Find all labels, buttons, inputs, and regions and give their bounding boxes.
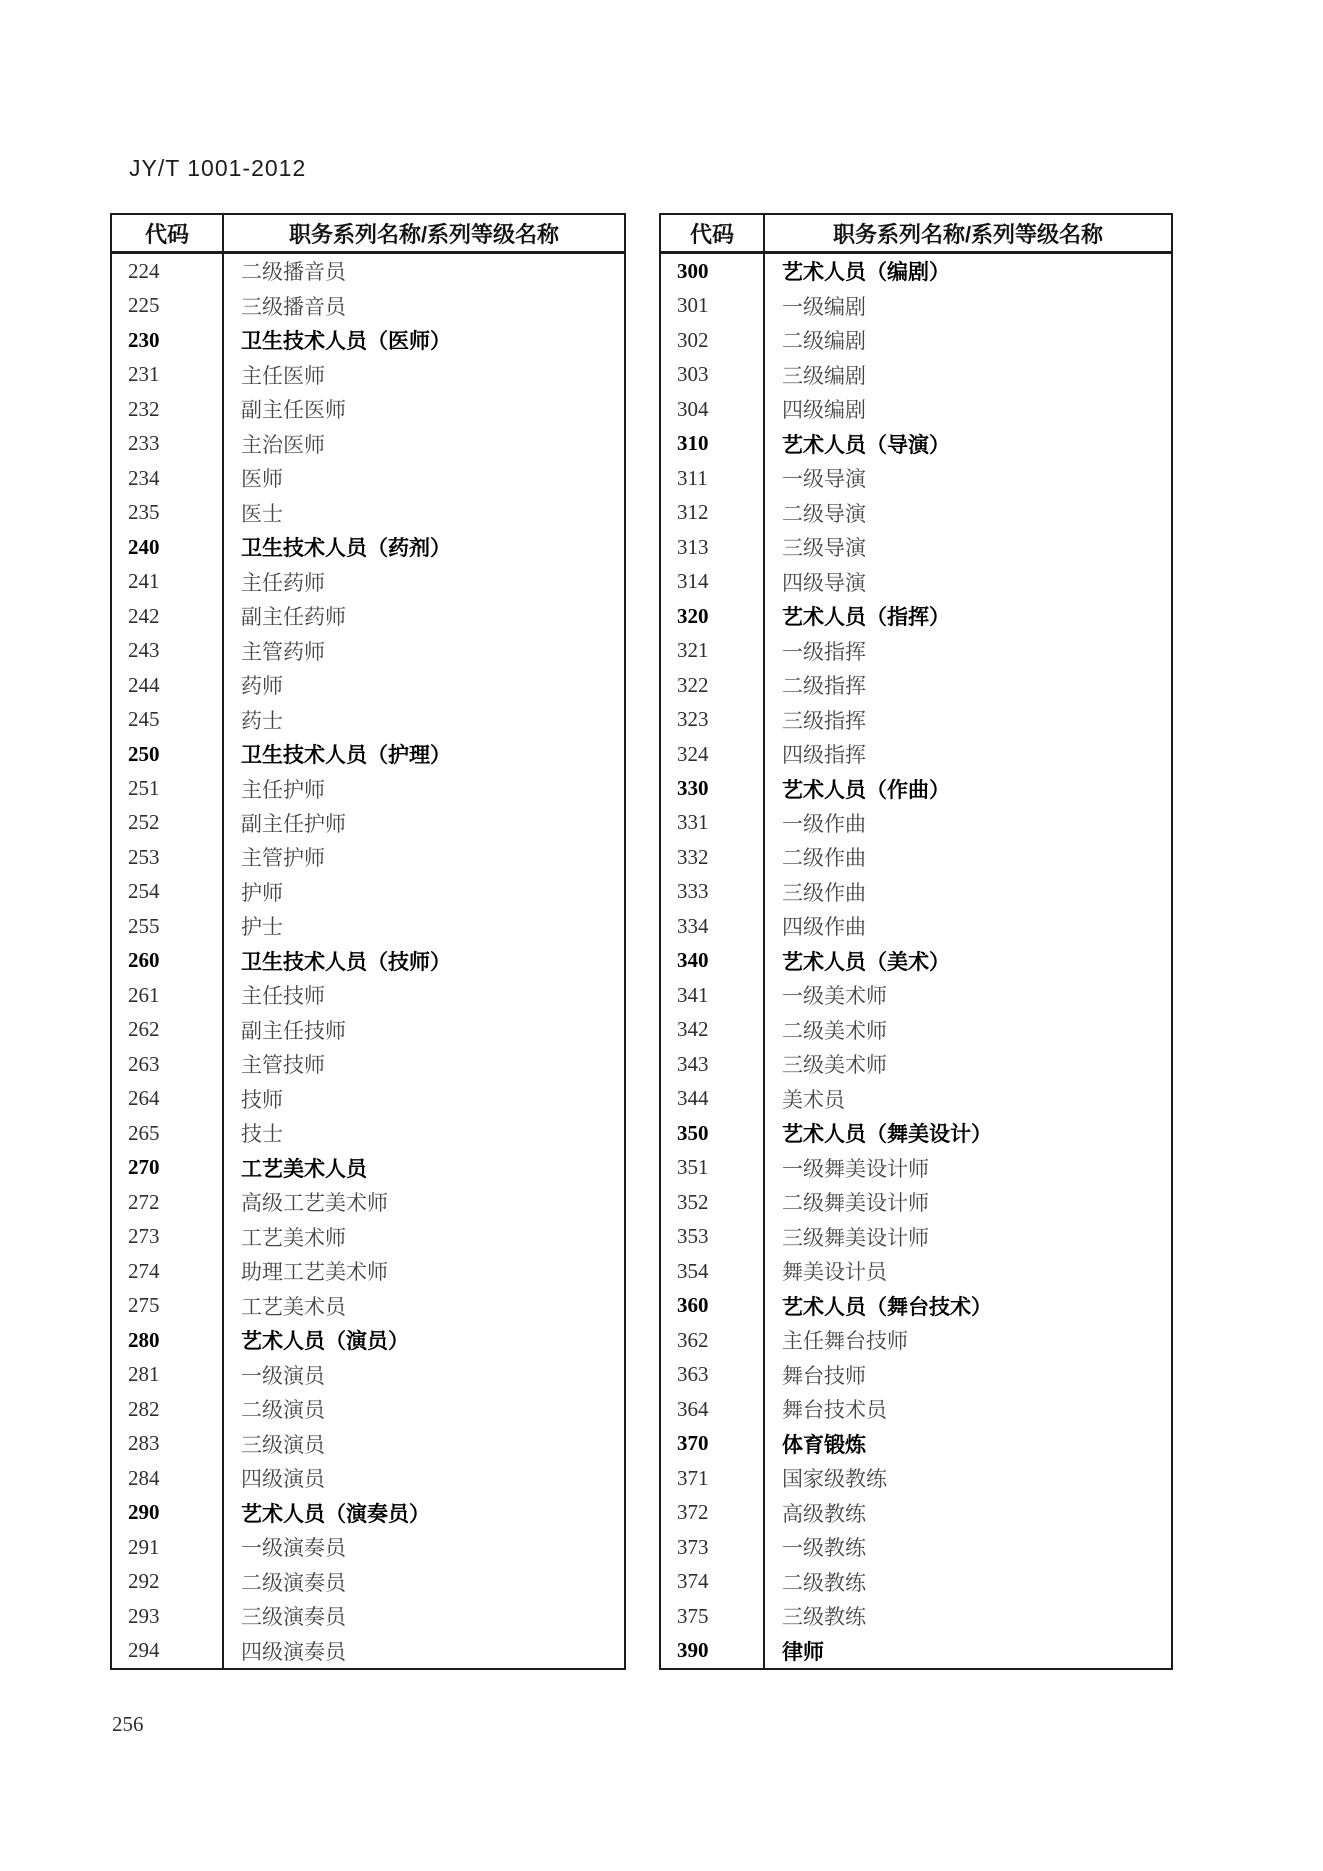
row-code: 390 <box>661 1633 765 1667</box>
row-code: 261 <box>112 978 224 1012</box>
row-code: 331 <box>661 806 765 840</box>
table-row <box>112 1633 624 1667</box>
row-name: 高级工艺美术师 <box>241 1191 388 1216</box>
table-row-category <box>661 944 1171 978</box>
row-name: 副主任医师 <box>241 398 346 423</box>
table-row <box>112 288 624 322</box>
table-body-right <box>661 254 1171 1668</box>
table-row <box>112 254 624 288</box>
row-name: 舞美设计员 <box>782 1260 887 1285</box>
row-code: 353 <box>661 1220 765 1254</box>
row-name: 三级编剧 <box>782 363 866 388</box>
row-name: 二级美术师 <box>782 1018 887 1043</box>
table-row <box>112 1461 624 1495</box>
table-row <box>112 771 624 805</box>
row-name: 护士 <box>241 915 283 940</box>
table-row <box>661 1151 1171 1185</box>
row-name: 三级指挥 <box>782 708 866 733</box>
table-row <box>112 1254 624 1288</box>
row-code: 321 <box>661 633 765 667</box>
row-name: 艺术人员（美术） <box>782 950 950 974</box>
table-row-category <box>112 323 624 357</box>
table-row <box>112 357 624 391</box>
row-name: 四级作曲 <box>782 915 866 940</box>
code-table-left <box>110 213 626 1670</box>
row-code: 360 <box>661 1289 765 1323</box>
table-row <box>112 392 624 426</box>
row-code: 272 <box>112 1185 224 1219</box>
table-row-category <box>112 1323 624 1357</box>
row-code: 311 <box>661 461 765 495</box>
row-name: 艺术人员（编剧） <box>782 261 950 285</box>
row-code: 342 <box>661 1013 765 1047</box>
row-name: 三级导演 <box>782 536 866 561</box>
row-code: 291 <box>112 1530 224 1564</box>
row-code: 240 <box>112 530 224 564</box>
row-name: 主任舞台技师 <box>782 1329 908 1354</box>
row-code: 302 <box>661 323 765 357</box>
row-name: 主任护师 <box>241 777 325 802</box>
row-name: 工艺美术员 <box>241 1294 346 1319</box>
row-code: 354 <box>661 1254 765 1288</box>
row-code: 310 <box>661 426 765 460</box>
row-code: 245 <box>112 702 224 736</box>
row-code: 312 <box>661 495 765 529</box>
row-name: 四级演奏员 <box>241 1639 346 1664</box>
row-name: 高级教练 <box>782 1501 866 1526</box>
row-code: 373 <box>661 1530 765 1564</box>
table-row-category <box>112 944 624 978</box>
row-code: 362 <box>661 1323 765 1357</box>
row-name: 三级美术师 <box>782 1053 887 1078</box>
row-name: 艺术人员（舞台技术） <box>782 1295 992 1319</box>
table-row <box>661 1358 1171 1392</box>
row-name: 一级作曲 <box>782 811 866 836</box>
row-name: 一级演员 <box>241 1363 325 1388</box>
row-code: 290 <box>112 1495 224 1529</box>
column-header-code: 代码 <box>112 215 224 251</box>
row-code: 301 <box>661 288 765 322</box>
table-row <box>661 392 1171 426</box>
table-row <box>661 806 1171 840</box>
row-code: 241 <box>112 564 224 598</box>
row-name: 二级导演 <box>782 501 866 526</box>
row-code: 273 <box>112 1220 224 1254</box>
table-row <box>661 357 1171 391</box>
row-code: 322 <box>661 668 765 702</box>
table-row <box>661 875 1171 909</box>
standard-code: JY/T 1001-2012 <box>129 155 307 181</box>
row-code: 323 <box>661 702 765 736</box>
row-name: 副主任药师 <box>241 605 346 630</box>
row-code: 283 <box>112 1426 224 1460</box>
table-row <box>661 978 1171 1012</box>
row-name: 舞台技术员 <box>782 1398 887 1423</box>
page-number: 256 <box>112 1712 144 1736</box>
row-code: 300 <box>661 254 765 288</box>
row-code: 264 <box>112 1082 224 1116</box>
table-row <box>112 461 624 495</box>
row-code: 224 <box>112 254 224 288</box>
table-row <box>661 737 1171 771</box>
row-name: 护师 <box>241 880 283 905</box>
row-name: 副主任护师 <box>241 811 346 836</box>
row-name: 四级编剧 <box>782 398 866 423</box>
row-name: 卫生技术人员（医师） <box>241 330 451 354</box>
row-name: 艺术人员（演奏员） <box>241 1502 430 1526</box>
table-row <box>661 1599 1171 1633</box>
table-row-category <box>661 1289 1171 1323</box>
row-code: 352 <box>661 1185 765 1219</box>
row-name: 主任技师 <box>241 984 325 1009</box>
row-code: 282 <box>112 1392 224 1426</box>
row-code: 364 <box>661 1392 765 1426</box>
row-code: 350 <box>661 1116 765 1150</box>
row-code: 230 <box>112 323 224 357</box>
table-row <box>112 1289 624 1323</box>
row-name: 艺术人员（导演） <box>782 433 950 457</box>
row-code: 330 <box>661 771 765 805</box>
row-code: 281 <box>112 1358 224 1392</box>
row-code: 234 <box>112 461 224 495</box>
row-code: 343 <box>661 1047 765 1081</box>
row-code: 251 <box>112 771 224 805</box>
table-row <box>661 633 1171 667</box>
table-row <box>661 909 1171 943</box>
table-row <box>661 1254 1171 1288</box>
row-code: 280 <box>112 1323 224 1357</box>
table-row <box>112 702 624 736</box>
row-code: 265 <box>112 1116 224 1150</box>
table-row <box>112 426 624 460</box>
table-row <box>112 1082 624 1116</box>
table-row <box>661 1495 1171 1529</box>
row-name: 主管药师 <box>241 639 325 664</box>
row-code: 351 <box>661 1151 765 1185</box>
row-code: 275 <box>112 1289 224 1323</box>
row-code: 332 <box>661 840 765 874</box>
row-name: 二级编剧 <box>782 329 866 354</box>
row-code: 340 <box>661 944 765 978</box>
row-name: 三级演员 <box>241 1432 325 1457</box>
table-row <box>112 668 624 702</box>
row-name: 二级教练 <box>782 1570 866 1595</box>
row-code: 244 <box>112 668 224 702</box>
table-row <box>112 1358 624 1392</box>
row-code: 363 <box>661 1358 765 1392</box>
table-row <box>661 461 1171 495</box>
row-name: 工艺美术师 <box>241 1225 346 1250</box>
row-code: 320 <box>661 599 765 633</box>
row-code: 262 <box>112 1013 224 1047</box>
row-name: 一级指挥 <box>782 639 866 664</box>
table-row <box>661 1461 1171 1495</box>
table-row <box>661 1185 1171 1219</box>
table-row <box>661 1392 1171 1426</box>
row-code: 284 <box>112 1461 224 1495</box>
row-name: 一级教练 <box>782 1536 866 1561</box>
row-code: 324 <box>661 737 765 771</box>
table-row <box>112 1426 624 1460</box>
row-name: 药士 <box>241 708 283 733</box>
row-name: 三级播音员 <box>241 294 346 319</box>
row-code: 292 <box>112 1564 224 1598</box>
table-row <box>661 702 1171 736</box>
table-row <box>112 599 624 633</box>
table-row-category <box>661 599 1171 633</box>
table-row <box>112 1047 624 1081</box>
row-name: 技师 <box>241 1087 283 1112</box>
row-name: 二级作曲 <box>782 846 866 871</box>
row-code: 293 <box>112 1599 224 1633</box>
row-code: 255 <box>112 909 224 943</box>
column-header-name: 职务系列名称/系列等级名称 <box>832 221 1104 247</box>
row-code: 375 <box>661 1599 765 1633</box>
row-name: 主管护师 <box>241 846 325 871</box>
row-name: 技士 <box>241 1122 283 1147</box>
row-code: 294 <box>112 1633 224 1667</box>
row-code: 374 <box>661 1564 765 1598</box>
row-name: 二级演员 <box>241 1398 325 1423</box>
table-row <box>112 1013 624 1047</box>
row-name: 二级演奏员 <box>241 1570 346 1595</box>
table-row <box>661 1047 1171 1081</box>
table-row-category <box>661 426 1171 460</box>
row-code: 232 <box>112 392 224 426</box>
table-row <box>661 1082 1171 1116</box>
row-code: 243 <box>112 633 224 667</box>
row-name: 美术员 <box>782 1087 845 1112</box>
row-code: 274 <box>112 1254 224 1288</box>
table-row <box>661 288 1171 322</box>
table-row <box>661 1323 1171 1357</box>
row-name: 四级指挥 <box>782 743 866 768</box>
column-header-code: 代码 <box>661 215 765 251</box>
table-header-row <box>661 215 1171 254</box>
row-name: 主任药师 <box>241 570 325 595</box>
table-row <box>112 806 624 840</box>
row-code: 253 <box>112 840 224 874</box>
table-row <box>112 978 624 1012</box>
row-name: 一级导演 <box>782 467 866 492</box>
table-row <box>661 668 1171 702</box>
row-code: 254 <box>112 875 224 909</box>
row-name: 舞台技师 <box>782 1363 866 1388</box>
row-name: 艺术人员（舞美设计） <box>782 1123 992 1147</box>
row-name: 三级教练 <box>782 1605 866 1630</box>
row-name: 一级编剧 <box>782 294 866 319</box>
row-code: 270 <box>112 1151 224 1185</box>
table-row-category <box>661 1633 1171 1667</box>
table-body-left <box>112 254 624 1668</box>
table-row <box>112 840 624 874</box>
row-name: 主治医师 <box>241 432 325 457</box>
table-row <box>661 323 1171 357</box>
table-row <box>661 840 1171 874</box>
row-code: 304 <box>661 392 765 426</box>
row-name: 药师 <box>241 674 283 699</box>
table-row <box>112 909 624 943</box>
table-header-row <box>112 215 624 254</box>
row-name: 艺术人员（作曲） <box>782 778 950 802</box>
table-row <box>112 1564 624 1598</box>
table-row-category <box>661 771 1171 805</box>
table-row <box>661 1564 1171 1598</box>
row-name: 律师 <box>782 1640 824 1664</box>
table-row <box>661 530 1171 564</box>
row-code: 231 <box>112 357 224 391</box>
row-name: 助理工艺美术师 <box>241 1260 388 1285</box>
row-code: 303 <box>661 357 765 391</box>
row-name: 艺术人员（演员） <box>241 1330 409 1354</box>
row-name: 二级舞美设计师 <box>782 1191 929 1216</box>
row-code: 260 <box>112 944 224 978</box>
table-row <box>112 1116 624 1150</box>
row-name: 三级作曲 <box>782 880 866 905</box>
row-name: 卫生技术人员（药剂） <box>241 537 451 561</box>
row-code: 235 <box>112 495 224 529</box>
row-code: 252 <box>112 806 224 840</box>
row-name: 三级演奏员 <box>241 1605 346 1630</box>
table-row <box>112 495 624 529</box>
row-code: 344 <box>661 1082 765 1116</box>
row-name: 卫生技术人员（技师） <box>241 950 451 974</box>
table-row <box>661 1013 1171 1047</box>
row-code: 314 <box>661 564 765 598</box>
table-row <box>112 875 624 909</box>
row-name: 医士 <box>241 501 283 526</box>
row-code: 371 <box>661 1461 765 1495</box>
row-code: 263 <box>112 1047 224 1081</box>
table-row <box>112 1599 624 1633</box>
table-row <box>661 564 1171 598</box>
row-name: 四级导演 <box>782 570 866 595</box>
column-header-name: 职务系列名称/系列等级名称 <box>288 221 560 247</box>
row-code: 334 <box>661 909 765 943</box>
row-name: 三级舞美设计师 <box>782 1225 929 1250</box>
table-row-category <box>112 1151 624 1185</box>
row-code: 250 <box>112 737 224 771</box>
row-name: 国家级教练 <box>782 1467 887 1492</box>
table-row <box>112 1220 624 1254</box>
row-code: 313 <box>661 530 765 564</box>
row-code: 233 <box>112 426 224 460</box>
table-row <box>661 1530 1171 1564</box>
row-name: 工艺美术人员 <box>241 1157 367 1181</box>
row-code: 370 <box>661 1426 765 1460</box>
table-row <box>112 564 624 598</box>
table-row-category <box>112 530 624 564</box>
table-row-category <box>661 1116 1171 1150</box>
row-name: 医师 <box>241 467 283 492</box>
table-row <box>661 495 1171 529</box>
row-name: 一级美术师 <box>782 984 887 1009</box>
row-code: 372 <box>661 1495 765 1529</box>
row-name: 艺术人员（指挥） <box>782 606 950 630</box>
table-row-category <box>112 1495 624 1529</box>
row-name: 二级播音员 <box>241 260 346 285</box>
row-code: 333 <box>661 875 765 909</box>
row-code: 341 <box>661 978 765 1012</box>
table-row <box>112 1185 624 1219</box>
row-name: 卫生技术人员（护理） <box>241 744 451 768</box>
row-code: 225 <box>112 288 224 322</box>
table-row <box>112 1530 624 1564</box>
row-name: 体育锻炼 <box>782 1433 866 1457</box>
table-row <box>112 633 624 667</box>
row-name: 四级演员 <box>241 1467 325 1492</box>
code-table-right <box>659 213 1173 1670</box>
row-name: 二级指挥 <box>782 674 866 699</box>
row-code: 242 <box>112 599 224 633</box>
row-name: 主管技师 <box>241 1053 325 1078</box>
table-row-category <box>661 1426 1171 1460</box>
row-name: 一级舞美设计师 <box>782 1156 929 1181</box>
table-row <box>661 1220 1171 1254</box>
table-row <box>112 1392 624 1426</box>
row-name: 主任医师 <box>241 363 325 388</box>
row-name: 副主任技师 <box>241 1018 346 1043</box>
row-name: 一级演奏员 <box>241 1536 346 1561</box>
table-row-category <box>112 737 624 771</box>
table-row-category <box>661 254 1171 288</box>
